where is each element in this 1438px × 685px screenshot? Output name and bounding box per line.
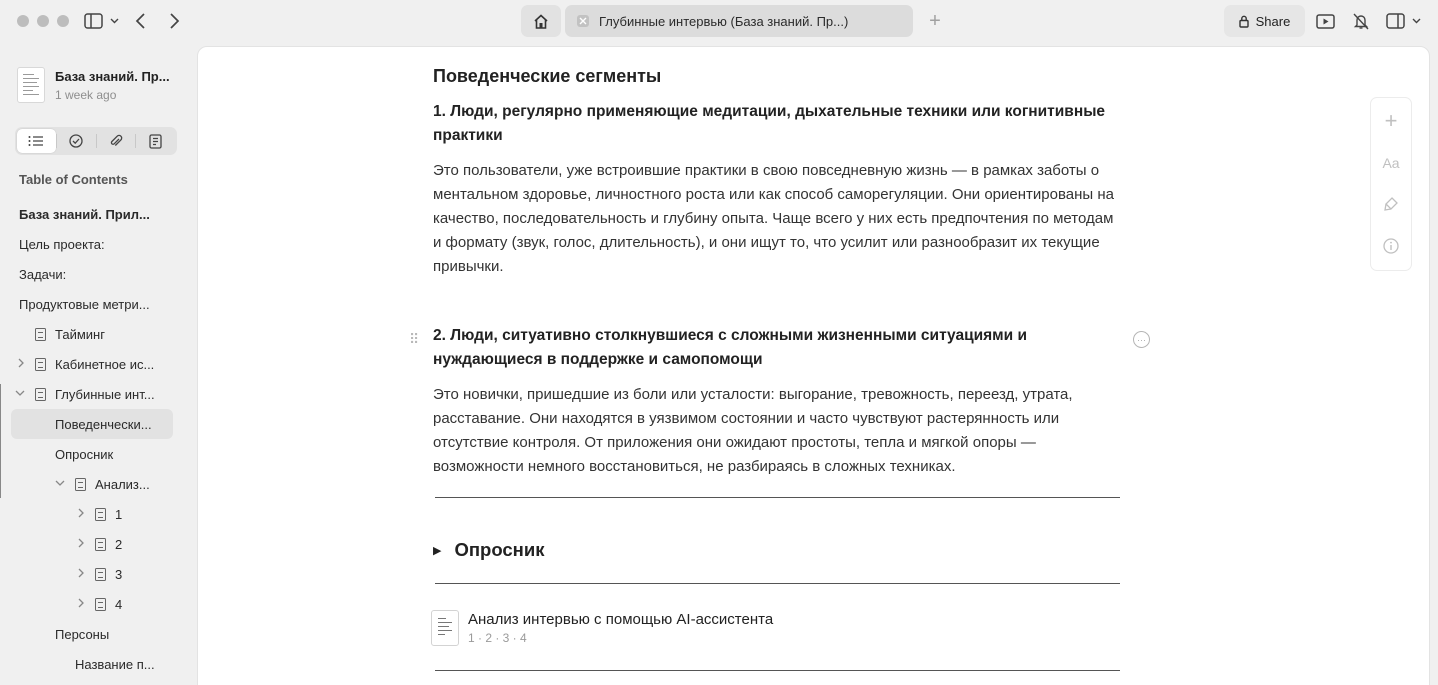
- toc-item-interview-2[interactable]: 2: [95, 529, 122, 559]
- forward-arrow-icon[interactable]: [166, 10, 182, 32]
- more-options-icon[interactable]: ···: [1133, 331, 1150, 348]
- page-icon: [95, 568, 106, 581]
- toc-item-interview-4[interactable]: 4: [95, 589, 122, 619]
- toc-item-timing[interactable]: Тайминг: [35, 319, 105, 349]
- toc-item-interview-1[interactable]: 1: [95, 499, 122, 529]
- sidebar-view-switcher: [15, 127, 177, 155]
- tab-active-document[interactable]: [565, 5, 913, 37]
- toggle-label: Опросник: [454, 539, 545, 560]
- paperclip-icon: [109, 134, 123, 148]
- linked-document-title: Анализ интервью с помощью AI-ассистента: [468, 611, 774, 628]
- section-heading: Поведенческие сегменты: [433, 66, 662, 86]
- references-tab[interactable]: [136, 129, 175, 153]
- page-icon: [95, 598, 106, 611]
- toc-item-in-depth-interviews[interactable]: Глубинные инт...: [35, 379, 155, 409]
- segment-1-body[interactable]: Это пользователи, уже встроившие практики в свою повседневную жизнь — в рамках заботы о ментальном здоровье, личностного роста или как способ саморегуляции. Они ориентированы на качество, последовательность и глубину опыта. Чаще всего у них есть предпочтения по методам и формату (звук, голос, длительность), и они ищут то, что усилит или разнообразит их текущие привычки.: [433, 162, 1114, 275]
- questionnaire-toggle[interactable]: [433, 539, 545, 561]
- toc-item-project-goal[interactable]: Цель проекта:: [19, 236, 105, 252]
- drag-handle-icon[interactable]: ⠿: [409, 331, 418, 347]
- linked-document-card[interactable]: [431, 610, 773, 646]
- chevron-right-icon[interactable]: [77, 568, 85, 581]
- lock-icon: [1239, 15, 1249, 28]
- document-thumbnail[interactable]: [17, 67, 45, 103]
- toc-item-questionnaire[interactable]: Опросник: [55, 446, 114, 462]
- chevron-down-icon[interactable]: [15, 389, 25, 400]
- tree-guide-line: [0, 384, 1, 498]
- page-icon: [35, 328, 46, 341]
- page-icon: [35, 388, 46, 401]
- checkmark-circle-icon: [69, 134, 83, 148]
- right-panel-toggle-icon[interactable]: [1386, 10, 1424, 32]
- chevron-right-icon[interactable]: [77, 508, 85, 521]
- toc-item-root[interactable]: База знаний. Прил...: [19, 206, 150, 222]
- toc-item-tasks[interactable]: Задачи:: [19, 266, 67, 282]
- share-label: Share: [1255, 13, 1291, 29]
- chevron-right-icon[interactable]: [77, 598, 85, 611]
- table-of-contents-tab[interactable]: [17, 129, 56, 153]
- segment-2-title[interactable]: 2. Люди, ситуативно столкнувшиеся с сложными жизненными ситуациями и нуждающиеся в поддержке и самопомощи: [433, 327, 1028, 368]
- book-icon: [149, 134, 162, 149]
- page-icon: [95, 538, 106, 551]
- toc-item-desk-research[interactable]: Кабинетное ис...: [35, 349, 154, 379]
- page-icon: [35, 358, 46, 371]
- toc-item-metrics[interactable]: Продуктовые метри...: [19, 296, 150, 312]
- plus-icon[interactable]: +: [1384, 108, 1398, 133]
- tasks-tab[interactable]: [57, 129, 96, 153]
- tab-title: Глубинные интервью (База знаний. Пр...): [599, 13, 849, 29]
- toc-item-behavioral-segments[interactable]: Поведенчески...: [11, 409, 173, 439]
- chevron-right-icon[interactable]: [77, 538, 85, 551]
- attachments-tab[interactable]: [96, 129, 135, 153]
- present-icon[interactable]: [1315, 10, 1335, 32]
- document-thumbnail-icon: [431, 610, 459, 646]
- document-editor: [197, 46, 1430, 685]
- window-zoom-button[interactable]: [57, 15, 69, 27]
- chevron-down-icon[interactable]: [55, 479, 65, 490]
- sidebar: [0, 42, 197, 685]
- toc-heading: Table of Contents: [19, 172, 128, 187]
- segment-1-title[interactable]: 1. Люди, регулярно применяющие медитации, дыхательные техники или когнитивные практики: [433, 103, 1106, 144]
- window-minimize-button[interactable]: [37, 15, 49, 27]
- triangle-right-icon[interactable]: ▶: [433, 544, 442, 557]
- home-icon: [533, 14, 549, 29]
- document-modified-time: 1 week ago: [55, 88, 117, 102]
- toc-item-interview-3[interactable]: 3: [95, 559, 122, 589]
- info-icon[interactable]: [1371, 238, 1411, 259]
- toc-item-personas[interactable]: Персоны: [55, 626, 110, 642]
- close-icon[interactable]: [577, 15, 589, 27]
- notifications-off-icon[interactable]: [1352, 10, 1370, 32]
- share-button[interactable]: [1224, 5, 1305, 37]
- new-tab-button[interactable]: +: [929, 10, 941, 32]
- title-bar: [0, 0, 1438, 42]
- document-name[interactable]: База знаний. Пр...: [55, 69, 170, 84]
- window-close-button[interactable]: [17, 15, 29, 27]
- chevron-right-icon[interactable]: [17, 358, 25, 371]
- linked-document-subtitle: 1 · 2 · 3 · 4: [468, 631, 527, 645]
- page-icon: [75, 478, 86, 491]
- highlighter-icon[interactable]: [1371, 196, 1411, 217]
- divider: [435, 497, 1120, 498]
- floating-toolbar: [1370, 97, 1412, 271]
- back-arrow-icon[interactable]: [133, 10, 149, 32]
- home-button[interactable]: [521, 5, 561, 37]
- segment-2-body[interactable]: Это новички, пришедшие из боли или усталости: выгорание, тревожность, переезд, утрата, расставание. Они находятся в уязвимом состоянии и часто чувствуют растерянность или отсутствие контроля. От приложения они ожидают простоты, тепла и мягкой опоры — возможности немного восстановиться, не разбираясь в сложных техниках.: [433, 386, 1073, 475]
- list-icon: [28, 135, 44, 147]
- divider: [435, 670, 1120, 671]
- divider: [435, 583, 1120, 584]
- toc-item-analysis[interactable]: Анализ...: [75, 469, 150, 499]
- sidebar-toggle-icon[interactable]: [84, 10, 122, 32]
- text-format-icon[interactable]: Aa: [1382, 155, 1400, 171]
- toc-item-persona-name[interactable]: Название п...: [75, 656, 155, 672]
- page-icon: [95, 508, 106, 521]
